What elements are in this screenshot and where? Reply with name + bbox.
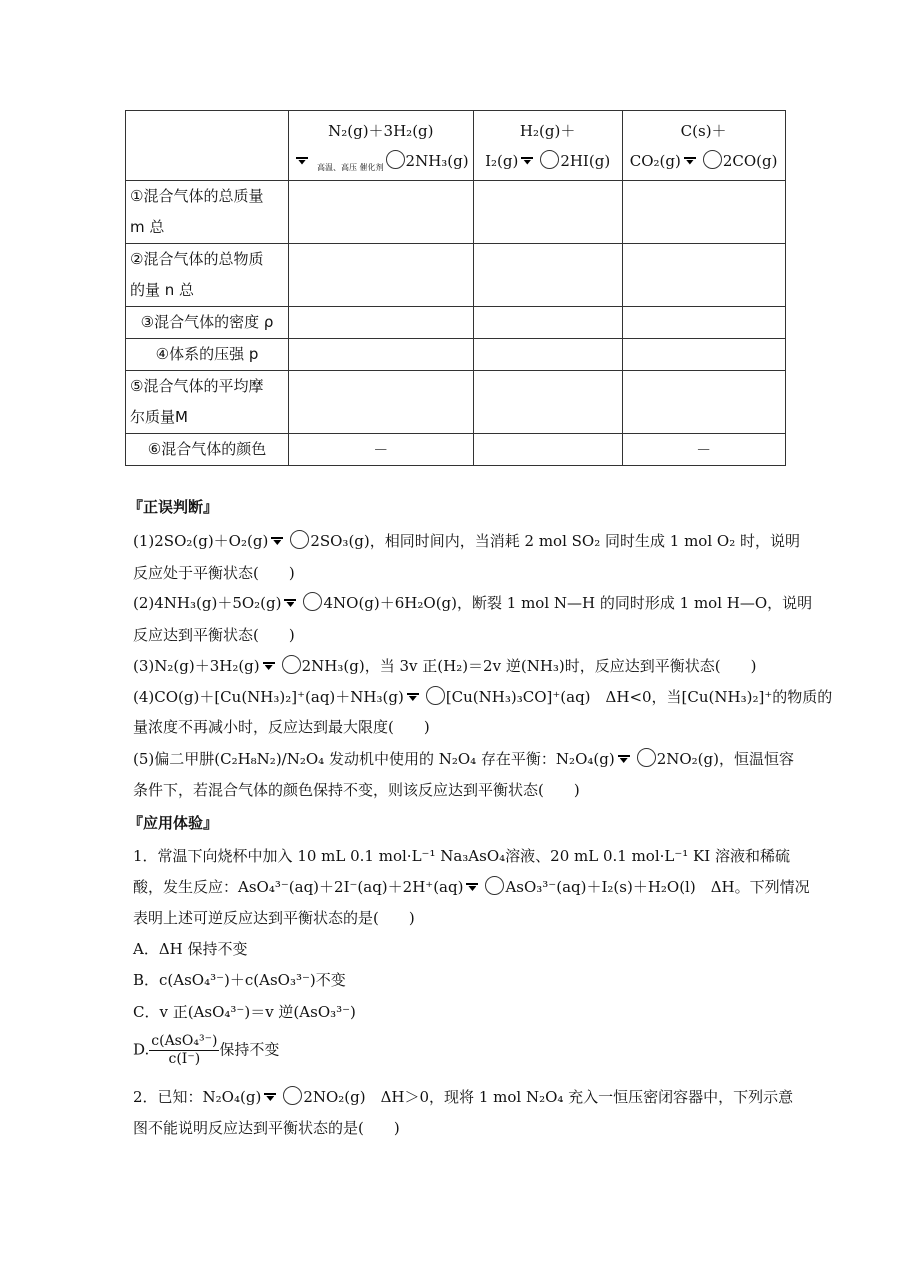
header-nh3 — [289, 111, 474, 181]
header-co-post: 2CO(g) — [722, 151, 778, 170]
header-hi — [473, 111, 622, 181]
equilibrium-arrow-icon — [466, 881, 482, 893]
row-label: ⑥混合气体的颜色 — [126, 434, 289, 466]
row-label: ①混合气体的总质量 m 总 — [126, 181, 289, 244]
header-co-pre: CO₂(g) — [629, 151, 681, 170]
apply-heading: 『应用体验』 — [128, 814, 219, 832]
equilibrium-arrow-icon — [263, 660, 279, 672]
circle-mark-icon — [703, 150, 722, 169]
header-co — [622, 111, 785, 181]
equilibrium-arrow-icon — [684, 155, 700, 167]
table-row — [126, 371, 786, 434]
circle-mark-icon — [426, 686, 445, 705]
header-nh3-line1: N₂(g)＋3H₂(g) — [328, 121, 434, 140]
circle-mark-icon — [386, 150, 405, 169]
equilibrium-arrow-icon — [407, 691, 423, 703]
table-header-row — [126, 111, 786, 181]
equilibrium-arrow-icon — [264, 1091, 280, 1103]
header-co-line1: C(s)＋ — [680, 121, 727, 140]
table-row — [126, 434, 786, 466]
judge-item-1-line1: (1)2SO₂(g)＋O₂(g) 2SO₃(g)，相同时间内，当消耗 2 mol SO₂ 同时生成 1 mol O₂ 时，说明 — [133, 532, 800, 550]
judge-item-2-line1: (2)4NH₃(g)＋5O₂(g) 4NO(g)＋6H₂O(g)，断裂 1 mol N—H 的同时形成 1 mol H—O，说明 — [133, 594, 813, 612]
judge-item-5-line2: 条件下，若混合气体的颜色保持不变，则该反应达到平衡状态( ) — [133, 781, 580, 799]
judge-item-3: (3)N₂(g)＋3H₂(g) 2NH₃(g)，当 3v 正(H₂)＝2v 逆(NH₃)时，反应达到平衡状态( ) — [133, 657, 757, 675]
table-row — [126, 244, 786, 307]
q1-option-d: D. $\frac{\text{c(AsO₄³⁻)}}{c(I^-)}$ 保持不变 — [133, 1033, 280, 1067]
equilibrium-arrow-icon — [284, 597, 300, 609]
table-row — [126, 181, 786, 244]
row-label: ④体系的压强 p — [126, 339, 289, 371]
q1-line2: 酸，发生反应：AsO₄³⁻(aq)＋2I⁻(aq)＋2H⁺(aq) AsO₃³⁻(aq)＋I₂(s)＋H₂O(l) ΔH。下列情况 — [133, 878, 810, 896]
q1-line1: 1．常温下向烧杯中加入 10 mL 0.1 mol·L⁻¹ Na₃AsO₄溶液、20 mL 0.1 mol·L⁻¹ KI 溶液和稀硫 — [133, 847, 790, 865]
circle-mark-icon — [290, 530, 309, 549]
dash-cell: － — [289, 434, 474, 466]
fraction: $\frac{\text{c(AsO₄³⁻)}}{c(I^-)}$ — [151, 1033, 218, 1067]
header-empty-cell — [126, 111, 289, 181]
circle-mark-icon — [540, 150, 559, 169]
dash-cell: － — [622, 434, 785, 466]
equilibrium-table — [125, 110, 786, 466]
judge-item-4-line1: (4)CO(g)＋[Cu(NH₃)₂]⁺(aq)＋NH₃(g) [Cu(NH₃)₃CO]⁺(aq) ΔH<0，当[Cu(NH₃)₂]⁺的物质的 — [133, 688, 833, 706]
judge-item-2-line2: 反应达到平衡状态( ) — [133, 626, 295, 644]
row-label: ③混合气体的密度 ρ — [126, 307, 289, 339]
circle-mark-icon — [485, 876, 504, 895]
q2-line2: 图不能说明反应达到平衡状态的是( ) — [133, 1119, 400, 1137]
table-row — [126, 307, 786, 339]
judge-heading: 『正误判断』 — [128, 498, 219, 516]
q1-line3: 表明上述可逆反应达到平衡状态的是( ) — [133, 909, 415, 927]
judge-item-1-line2: 反应处于平衡状态( ) — [133, 564, 295, 582]
equilibrium-arrow-icon — [296, 155, 312, 167]
equilibrium-arrow-icon — [618, 753, 634, 765]
header-hi-line1: H₂(g)＋ — [519, 121, 576, 140]
circle-mark-icon — [637, 748, 656, 767]
catalyst-label: 高温、高压 催化剂 — [317, 162, 384, 172]
row-label: ⑤混合气体的平均摩 尔质量M — [126, 371, 289, 434]
header-hi-pre: I₂(g) — [485, 151, 519, 170]
circle-mark-icon — [303, 592, 322, 611]
header-hi-post: 2HI(g) — [560, 151, 611, 170]
q1-option-b: B．c(AsO₄³⁻)＋c(AsO₃³⁻)不变 — [133, 971, 346, 989]
q2-line1: 2．已知：N₂O₄(g) 2NO₂(g) ΔH＞0，现将 1 mol N₂O₄ 充入一恒压密闭容器中，下列示意 — [133, 1088, 794, 1106]
table-row — [126, 339, 786, 371]
q1-option-c: C．v 正(AsO₄³⁻)＝v 逆(AsO₃³⁻) — [133, 1003, 356, 1021]
q1-option-a: A．ΔH 保持不变 — [133, 940, 248, 958]
judge-item-5-line1: (5)偏二甲肼(C₂H₈N₂)/N₂O₄ 发动机中使用的 N₂O₄ 存在平衡：N₂O₄(g) 2NO₂(g)，恒温恒容 — [133, 750, 794, 768]
circle-mark-icon — [283, 1086, 302, 1105]
circle-mark-icon — [282, 655, 301, 674]
row-label: ②混合气体的总物质 的量 n 总 — [126, 244, 289, 307]
equilibrium-arrow-icon — [271, 535, 287, 547]
equilibrium-arrow-icon — [521, 155, 537, 167]
header-nh3-line2: 2NH₃(g) — [405, 151, 469, 170]
judge-item-4-line2: 量浓度不再减小时，反应达到最大限度( ) — [133, 718, 430, 736]
